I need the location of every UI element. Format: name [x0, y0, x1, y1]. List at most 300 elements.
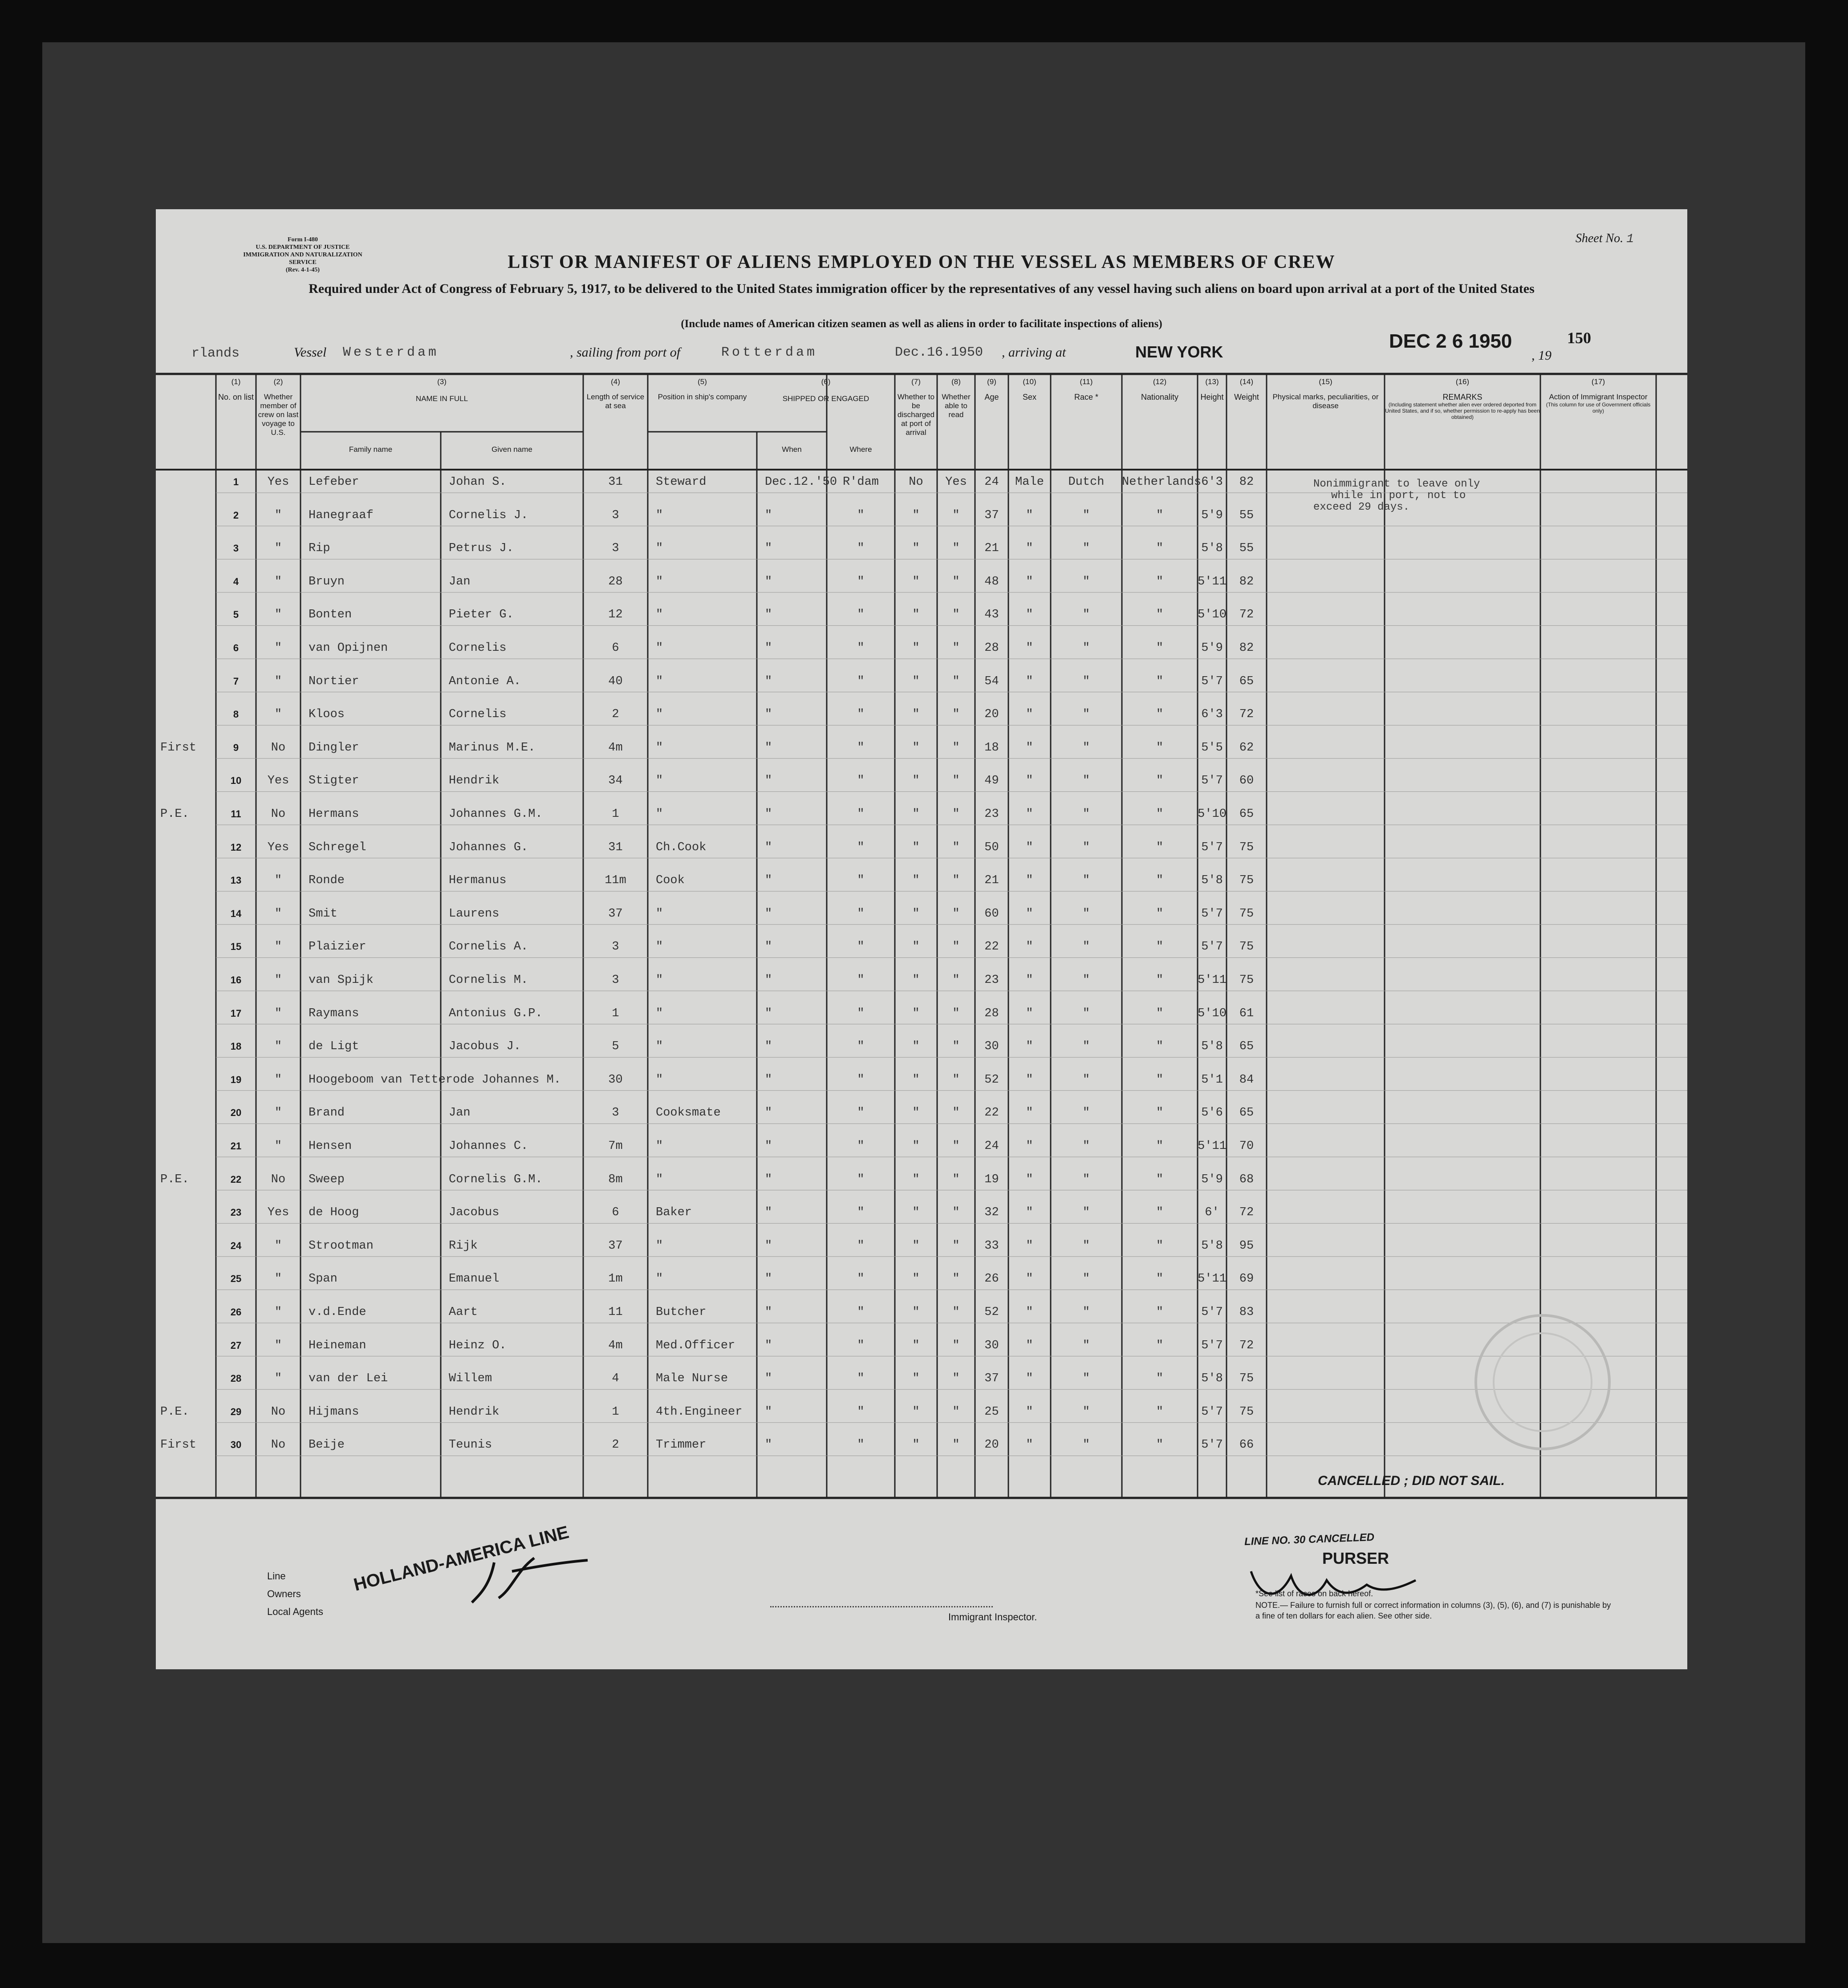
cell-position: " [656, 708, 663, 722]
cell-nat: " [1156, 1106, 1164, 1120]
official-seal [1469, 1309, 1616, 1456]
cell-service: 1 [612, 807, 619, 821]
purser-stamp: PURSER [1322, 1549, 1389, 1567]
cell-where: " [857, 1173, 865, 1186]
cell-sex: " [1026, 774, 1033, 788]
cell-race: " [1082, 807, 1090, 821]
cell-nat: " [1156, 641, 1164, 655]
cell-service: 11 [608, 1306, 623, 1319]
cell-weight: 65 [1239, 807, 1254, 821]
column-header [583, 377, 648, 410]
cell-age: 20 [984, 1438, 999, 1452]
column-title: No. on list [218, 393, 254, 402]
column-header [301, 377, 583, 403]
cell-weight: 68 [1239, 1173, 1254, 1186]
cell-given: Laurens [449, 907, 500, 921]
cell-disch: " [912, 1140, 920, 1153]
cell-height: 5'11 [1198, 1140, 1227, 1153]
cell-given: Cornelis G.M. [449, 1173, 543, 1186]
column-title: Position in ship's company [658, 393, 747, 401]
cell-service: 3 [612, 542, 619, 556]
cell-family: van der Lei [309, 1372, 388, 1386]
cell-position: " [656, 907, 663, 921]
cell-height: 5'8 [1201, 542, 1223, 556]
row-number: 4 [233, 576, 239, 587]
cell-service: 6 [612, 641, 619, 655]
cell-race: " [1082, 1272, 1090, 1286]
cell-family: Hijmans [309, 1405, 359, 1419]
cell-height: 5'6 [1201, 1106, 1223, 1120]
cell-weight: 82 [1239, 475, 1254, 489]
column-number: (6) [821, 377, 831, 386]
cell-height: 5'7 [1201, 840, 1223, 854]
cell-service: 2 [612, 1438, 619, 1452]
cancel-line-note: LINE NO. 30 CANCELLED [1244, 1531, 1375, 1548]
cell-race: " [1082, 874, 1090, 888]
cell-position: " [656, 674, 663, 688]
cell-nat: " [1156, 1405, 1164, 1419]
cell-position: Baker [656, 1206, 692, 1220]
cell-given: Jan [449, 575, 471, 588]
cell-disch: " [912, 974, 920, 987]
cell-race: " [1082, 1206, 1090, 1220]
cell-given: Cornelis J. [449, 508, 528, 522]
cell-race: " [1082, 542, 1090, 556]
cell-age: 60 [984, 907, 999, 921]
column-header [216, 377, 256, 402]
cell-race: " [1082, 575, 1090, 588]
cell-weight: 62 [1239, 741, 1254, 755]
row-number: 7 [233, 675, 239, 687]
cell-when: " [765, 1106, 772, 1120]
cell-weight: 69 [1239, 1272, 1254, 1286]
cell-crew: " [274, 940, 282, 954]
cell-given: Hermanus [449, 874, 507, 888]
cell-when: " [765, 708, 772, 722]
cell-sex: Male [1015, 475, 1044, 489]
page-title: LIST OR MANIFEST OF ALIENS EMPLOYED ON THE VESSEL AS MEMBERS OF CREW [508, 252, 1336, 272]
cell-given: Willem [449, 1372, 492, 1386]
cell-nat: Netherlands [1122, 475, 1202, 489]
cell-age: 20 [984, 708, 999, 722]
cell-nat: " [1156, 1306, 1164, 1319]
row-number: 26 [230, 1306, 242, 1318]
line-label: Line [267, 1570, 286, 1582]
cell-disch: " [912, 1405, 920, 1419]
cell-given: Aart [449, 1306, 478, 1319]
cell-weight: 75 [1239, 840, 1254, 854]
cell-disch: " [912, 1339, 920, 1352]
row-number: 3 [233, 543, 239, 554]
cell-position: Male Nurse [656, 1372, 728, 1386]
inspector-label: Immigrant Inspector. [948, 1611, 1037, 1623]
cell-sex: " [1026, 1372, 1033, 1386]
cell-given: Cornelis M. [449, 974, 528, 987]
cell-weight: 75 [1239, 1372, 1254, 1386]
cell-weight: 72 [1239, 708, 1254, 722]
column-number: (13) [1205, 377, 1219, 386]
cell-height: 5'7 [1201, 774, 1223, 788]
cell-given: Cornelis [449, 641, 507, 655]
column-subheader: Where [849, 445, 872, 454]
cell-read: " [952, 907, 960, 921]
cell-race: " [1082, 741, 1090, 755]
cell-given: Johannes G.M. [449, 807, 543, 821]
cell-where: " [857, 1140, 865, 1153]
column-number: (2) [273, 377, 283, 386]
cell-sex: " [1026, 542, 1033, 556]
cell-height: 5'7 [1201, 1306, 1223, 1319]
cell-when: " [765, 542, 772, 556]
cell-weight: 75 [1239, 907, 1254, 921]
race-footnote: *See list of races on back hereof. [1255, 1589, 1373, 1598]
cell-when: " [765, 1006, 772, 1020]
cell-family: Raymans [309, 1006, 359, 1020]
cell-given: Cornelis [449, 708, 507, 722]
cell-crew: No [271, 1173, 286, 1186]
cell-where: " [857, 608, 865, 622]
cell-race: " [1082, 907, 1090, 921]
cell-family: van Opijnen [309, 641, 388, 655]
cell-age: 52 [984, 1073, 999, 1087]
manifest-sheet [156, 209, 1687, 1669]
cell-read: Yes [945, 475, 967, 489]
cell-age: 30 [984, 1339, 999, 1352]
column-title: SHIPPED OR ENGAGED [782, 394, 869, 403]
cell-service: 4m [608, 741, 623, 755]
cell-crew: " [274, 1372, 282, 1386]
cell-crew: " [274, 1272, 282, 1286]
cell-nat: " [1156, 1173, 1164, 1186]
cell-nat: " [1156, 575, 1164, 588]
column-title: REMARKS [1442, 393, 1482, 402]
cell-disch: " [912, 940, 920, 954]
column-header [937, 377, 975, 419]
column-number: (4) [611, 377, 620, 386]
sailing-label: , sailing from port of [570, 345, 681, 360]
cell-given: Johannes C. [449, 1140, 528, 1153]
cell-where: " [857, 1372, 865, 1386]
cell-race: " [1082, 1173, 1090, 1186]
cell-disch: " [912, 1006, 920, 1020]
cell-read: " [952, 1140, 960, 1153]
cell-position: Cook [656, 874, 685, 888]
cell-when: Dec.12.'50 [765, 475, 837, 489]
cell-disch: " [912, 907, 920, 921]
cell-crew: Yes [267, 1206, 289, 1220]
cell-where: " [857, 674, 865, 688]
row-number: 13 [230, 875, 242, 886]
cell-age: 21 [984, 874, 999, 888]
row-margin-note: P.E. [160, 807, 189, 821]
column-subnote: (Including statement whether alien ever ordered deported from United States, and if so, whether permission to re-apply has been obtained) [1385, 402, 1540, 420]
cell-position: " [656, 774, 663, 788]
cell-when: " [765, 907, 772, 921]
cell-read: " [952, 1272, 960, 1286]
cell-given: Jacobus J. [449, 1040, 521, 1054]
cell-read: " [952, 974, 960, 987]
cell-service: 31 [608, 475, 623, 489]
cell-when: " [765, 974, 772, 987]
cell-crew: " [274, 1306, 282, 1319]
cell-height: 5'7 [1201, 907, 1223, 921]
cell-weight: 66 [1239, 1438, 1254, 1452]
cell-where: " [857, 1272, 865, 1286]
cell-where: " [857, 874, 865, 888]
column-title: Height [1200, 393, 1224, 402]
cell-sex: " [1026, 1106, 1033, 1120]
cell-crew: No [271, 741, 286, 755]
column-title: Age [984, 393, 999, 402]
cell-read: " [952, 542, 960, 556]
row-number: 15 [230, 941, 242, 953]
cell-disch: " [912, 674, 920, 688]
cell-given: Antonius G.P. [449, 1006, 543, 1020]
row-number: 2 [233, 509, 239, 521]
cell-disch: " [912, 1173, 920, 1186]
cell-family: Nortier [309, 674, 359, 688]
cell-age: 43 [984, 608, 999, 622]
page-subnote: (Include names of American citizen seamen as well as aliens in order to facilitate inspections of aliens) [681, 318, 1162, 330]
cell-given: Marinus M.E. [449, 741, 536, 755]
cell-race: " [1082, 508, 1090, 522]
cell-nat: " [1156, 508, 1164, 522]
cell-disch: No [909, 475, 923, 489]
cell-nat: " [1156, 907, 1164, 921]
cell-read: " [952, 1438, 960, 1452]
cell-position: " [656, 940, 663, 954]
cell-race: " [1082, 774, 1090, 788]
row-number: 14 [230, 908, 242, 919]
column-header [1122, 377, 1198, 402]
cell-read: " [952, 1372, 960, 1386]
remarks-note: Nonimmigrant to leave only while in port, not to exceed 29 days. [1313, 478, 1480, 513]
cell-race: " [1082, 1140, 1090, 1153]
cell-disch: " [912, 807, 920, 821]
cell-crew: Yes [267, 840, 289, 854]
cell-when: " [765, 774, 772, 788]
cell-race: " [1082, 1372, 1090, 1386]
cell-position: " [656, 1272, 663, 1286]
cell-age: 28 [984, 1006, 999, 1020]
cell-sex: " [1026, 807, 1033, 821]
cell-weight: 82 [1239, 575, 1254, 588]
cell-read: " [952, 840, 960, 854]
row-number: 17 [230, 1007, 242, 1019]
cell-where: " [857, 708, 865, 722]
column-title: Physical marks, peculiarities, or disease [1272, 393, 1379, 410]
column-header [975, 377, 1008, 402]
cell-service: 34 [608, 774, 623, 788]
row-number: 30 [230, 1439, 242, 1451]
cell-race: " [1082, 1073, 1090, 1087]
cell-height: 5'7 [1201, 940, 1223, 954]
cell-family: Strootman [309, 1239, 374, 1253]
cell-sex: " [1026, 1239, 1033, 1253]
cell-disch: " [912, 774, 920, 788]
cell-sex: " [1026, 1306, 1033, 1319]
cell-where: " [857, 974, 865, 987]
cell-when: " [765, 508, 772, 522]
cell-where: " [857, 1239, 865, 1253]
cell-height: 5'10 [1198, 608, 1227, 622]
cell-weight: 72 [1239, 608, 1254, 622]
cell-read: " [952, 1173, 960, 1186]
cell-when: " [765, 1073, 772, 1087]
cell-nat: " [1156, 1006, 1164, 1020]
cell-crew: Yes [267, 774, 289, 788]
cell-height: 5'9 [1201, 508, 1223, 522]
cell-position: Cooksmate [656, 1106, 721, 1120]
column-number: (17) [1591, 377, 1605, 386]
inspector-signature-line [770, 1606, 993, 1607]
cell-position: " [656, 575, 663, 588]
cell-disch: " [912, 641, 920, 655]
column-number: (3) [437, 377, 447, 386]
cell-nat: " [1156, 1272, 1164, 1286]
vessel-flag: rlands [191, 346, 240, 361]
cell-crew: " [274, 1339, 282, 1352]
cell-disch: " [912, 508, 920, 522]
cell-disch: " [912, 741, 920, 755]
cell-age: 32 [984, 1206, 999, 1220]
page-number-stamp: 150 [1567, 329, 1591, 347]
cell-race: " [1082, 641, 1090, 655]
cell-service: 3 [612, 508, 619, 522]
cell-weight: 95 [1239, 1239, 1254, 1253]
cell-where: " [857, 907, 865, 921]
cell-read: " [952, 641, 960, 655]
cell-crew: " [274, 542, 282, 556]
cell-age: 22 [984, 1106, 999, 1120]
row-number: 9 [233, 742, 239, 753]
cell-where: " [857, 1006, 865, 1020]
cell-read: " [952, 1040, 960, 1054]
cell-race: " [1082, 674, 1090, 688]
cell-race: " [1082, 1339, 1090, 1352]
cell-weight: 82 [1239, 641, 1254, 655]
cell-height: 5'9 [1201, 641, 1223, 655]
cell-height: 5'8 [1201, 1239, 1223, 1253]
row-number: 27 [230, 1339, 242, 1351]
cell-where: R'dam [842, 475, 879, 489]
row-number: 10 [230, 775, 242, 787]
cell-height: 5'11 [1198, 1272, 1227, 1286]
column-number: (14) [1239, 377, 1254, 386]
cell-where: " [857, 1339, 865, 1352]
form-identifier: Form I-480 U.S. DEPARTMENT OF JUSTICE IMMIGRATION AND NATURALIZATION SERVICE (Rev. 4-1-45) [243, 236, 362, 273]
row-margin-note: P.E. [160, 1173, 189, 1186]
column-header [757, 377, 895, 403]
cell-race: " [1082, 1405, 1090, 1419]
cell-position: " [656, 1173, 663, 1186]
cell-service: 30 [608, 1073, 623, 1087]
cell-position: " [656, 608, 663, 622]
cell-disch: " [912, 1073, 920, 1087]
cell-where: " [857, 741, 865, 755]
cell-disch: " [912, 1272, 920, 1286]
arrival-date-stamp: DEC 2 6 1950 [1389, 330, 1512, 352]
cell-weight: 75 [1239, 1405, 1254, 1419]
column-number: (16) [1455, 377, 1470, 386]
cell-crew: No [271, 807, 286, 821]
cell-where: " [857, 542, 865, 556]
cell-weight: 65 [1239, 1106, 1254, 1120]
cell-position: " [656, 807, 663, 821]
cell-sex: " [1026, 1006, 1033, 1020]
cell-read: " [952, 708, 960, 722]
column-header [256, 377, 301, 437]
cell-when: " [765, 575, 772, 588]
cell-weight: 55 [1239, 508, 1254, 522]
sheet-number: Sheet No. 1 [1575, 231, 1634, 246]
cell-position: " [656, 542, 663, 556]
cell-nat: " [1156, 940, 1164, 954]
cell-race: " [1082, 1239, 1090, 1253]
cell-weight: 70 [1239, 1140, 1254, 1153]
cell-age: 25 [984, 1405, 999, 1419]
cell-where: " [857, 508, 865, 522]
cell-position: " [656, 974, 663, 987]
cell-position: " [656, 1040, 663, 1054]
cell-family: Hermans [309, 807, 359, 821]
cell-age: 23 [984, 974, 999, 987]
cell-when: " [765, 1239, 772, 1253]
penalty-note: NOTE.— Failure to furnish full or correct information in columns (3), (5), (6), and (7) is punishable by a fine of ten dollars for each alien. See other side. [1255, 1601, 1611, 1620]
column-title: Length of service at sea [586, 393, 645, 410]
cell-service: 1m [608, 1272, 623, 1286]
cell-service: 3 [612, 974, 619, 987]
cell-height: 5'8 [1201, 1372, 1223, 1386]
cell-disch: " [912, 1106, 920, 1120]
row-number: 6 [233, 642, 239, 653]
cell-given: Petrus J. [449, 542, 514, 556]
cell-family: Hoogeboom van Tetterode Johannes M. [309, 1073, 561, 1087]
cell-where: " [857, 1306, 865, 1319]
cell-nat: " [1156, 608, 1164, 622]
row-number: 5 [233, 609, 239, 621]
cell-crew: " [274, 974, 282, 987]
cell-race: " [1082, 1438, 1090, 1452]
column-title: Whether to be discharged at port of arrival [897, 393, 935, 437]
row-number: 11 [231, 808, 241, 820]
cell-family: Ronde [309, 874, 345, 888]
row-number: 18 [230, 1041, 242, 1052]
cell-weight: 55 [1239, 542, 1254, 556]
cell-where: " [857, 1438, 865, 1452]
cell-given: Rijk [449, 1239, 478, 1253]
cell-when: " [765, 608, 772, 622]
cell-where: " [857, 641, 865, 655]
column-title: NAME IN FULL [415, 394, 468, 403]
cell-sex: " [1026, 1339, 1033, 1352]
cell-weight: 75 [1239, 940, 1254, 954]
cell-service: 2 [612, 708, 619, 722]
column-header [648, 377, 757, 402]
cell-age: 37 [984, 1372, 999, 1386]
cell-where: " [857, 807, 865, 821]
column-title: Whether member of crew on last voyage to U.S. [258, 393, 299, 437]
column-number: (10) [1023, 377, 1036, 386]
column-number: (7) [911, 377, 921, 386]
cell-position: Butcher [656, 1306, 707, 1319]
cell-age: 50 [984, 840, 999, 854]
cell-family: Heineman [309, 1339, 366, 1352]
cell-sex: " [1026, 974, 1033, 987]
cell-crew: " [274, 1040, 282, 1054]
cell-age: 49 [984, 774, 999, 788]
row-number: 12 [230, 841, 242, 853]
